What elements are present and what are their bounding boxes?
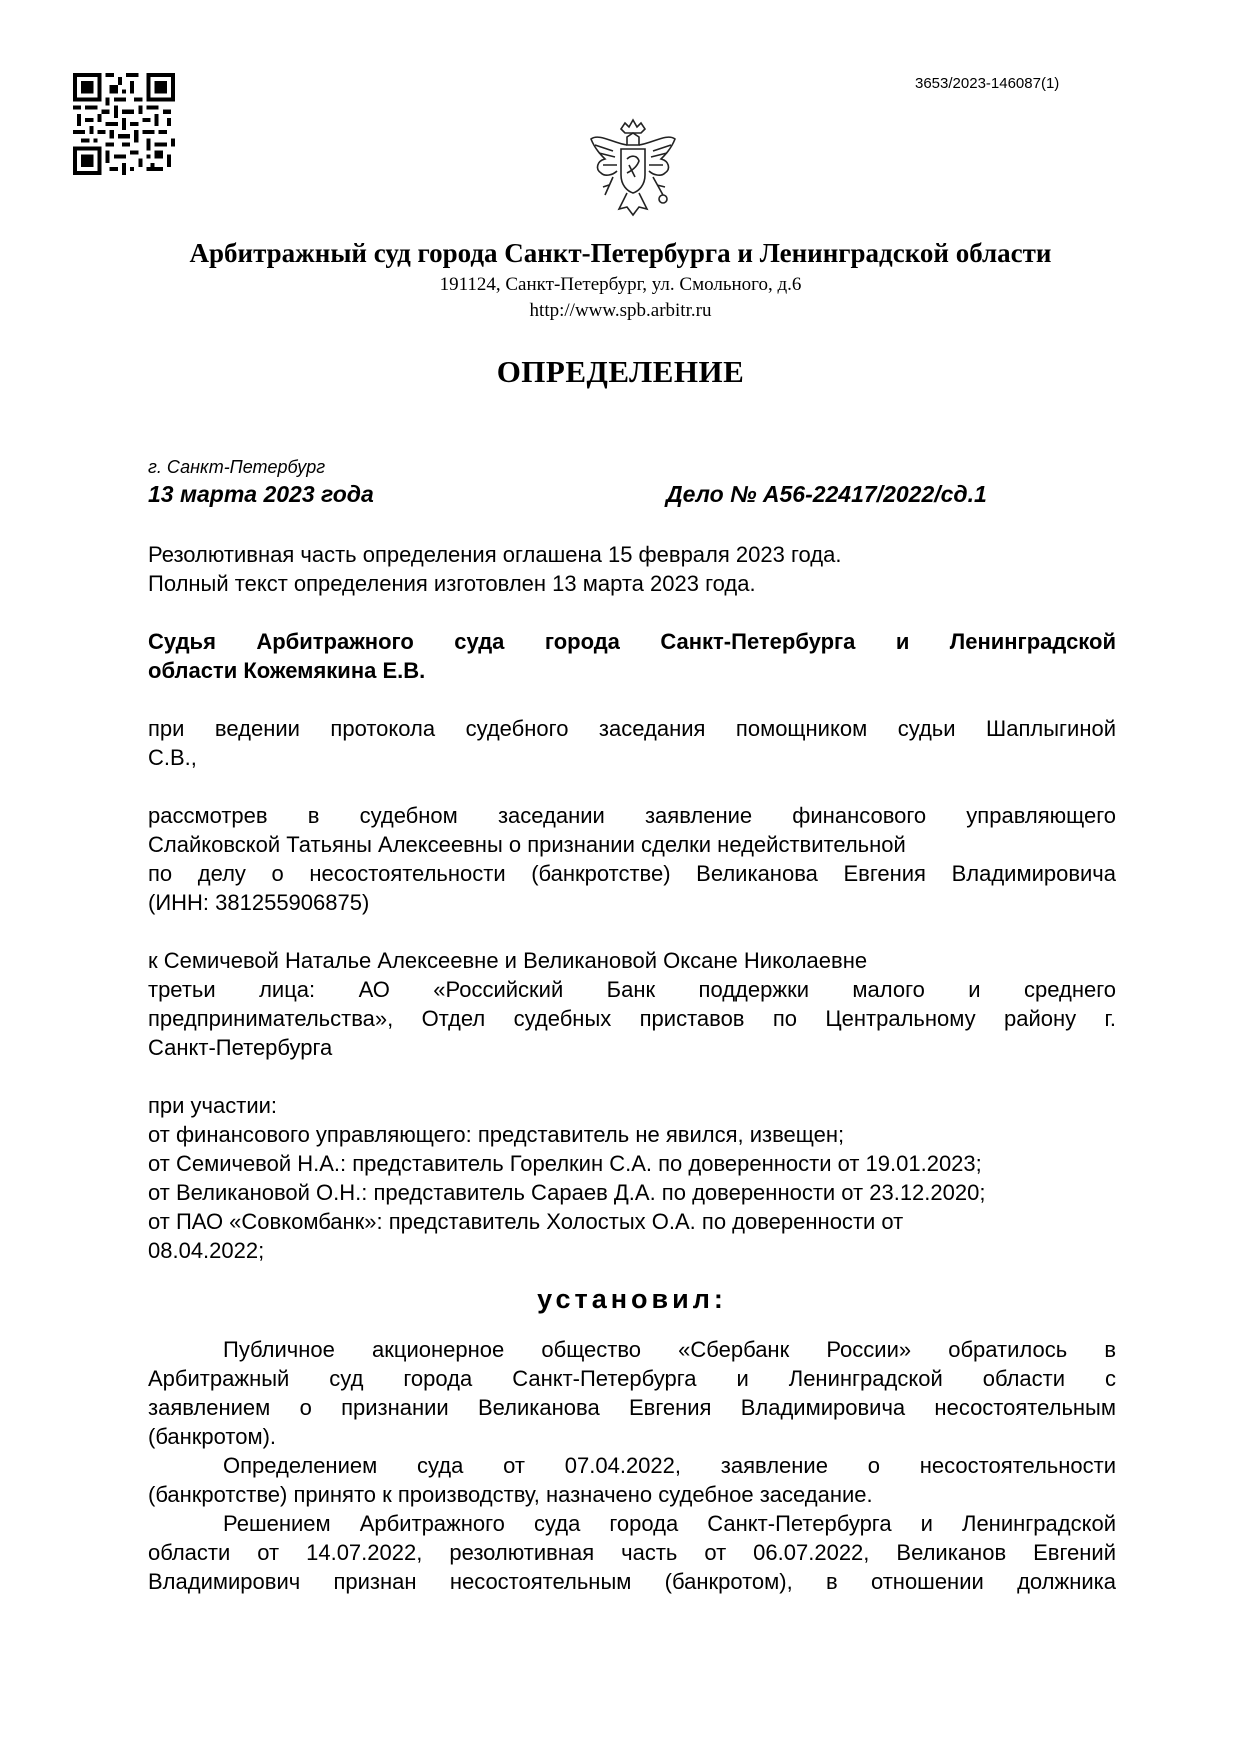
- participant-line: от Семичевой Н.А.: представитель Горелкин С.А. по доверенности от 19.01.2023;: [148, 1151, 982, 1176]
- participant-line: от ПАО «Совкомбанк»: представитель Холостых О.А. по доверенности от: [148, 1209, 904, 1234]
- third-parties-line: третьи лица: АО «Российский Банк поддержки малого и среднего: [148, 977, 1116, 1002]
- full-text-line: Полный текст определения изготовлен 13 марта 2023 года.: [148, 571, 756, 596]
- considered-line: по делу о несостоятельности (банкротстве) Великанова Евгения Владимировича: [148, 861, 1116, 886]
- participant-line: от Великановой О.Н.: представитель Сараев Д.А. по доверенности от 23.12.2020;: [148, 1180, 986, 1205]
- paragraph-line: области от 14.07.2022, резолютивная часть от 06.07.2022, Великанов Евгений: [148, 1540, 1116, 1565]
- judge-line: области Кожемякина Е.В.: [148, 658, 426, 683]
- document-id: 3653/2023-146087(1): [915, 75, 1060, 92]
- considered-line: Слайковской Татьяны Алексеевны о признании сделки недействительной: [148, 832, 906, 857]
- paragraph-line: Арбитражный суд города Санкт-Петербурга и Ленинградской области с: [148, 1366, 1116, 1391]
- paragraph-line: Публичное акционерное общество «Сбербанк России» обратилось в: [223, 1337, 1116, 1362]
- paragraph-line: Владимирович признан несостоятельным (банкротом), в отношении должника: [148, 1569, 1116, 1594]
- judge-line: Судья Арбитражного суда города Санкт-Петербурга и Ленинградской: [148, 629, 1116, 654]
- court-name: Арбитражный суд города Санкт-Петербурга и Ленинградской области: [189, 238, 1052, 268]
- case-number: Дело № А56-22417/2022/сд.1: [666, 481, 987, 507]
- paragraph-line: (банкротом).: [148, 1424, 277, 1449]
- paragraph-line: Определением суда от 07.04.2022, заявление о несостоятельности: [223, 1453, 1116, 1478]
- third-parties-line: Санкт-Петербурга: [148, 1035, 333, 1060]
- established-heading: установил:: [537, 1284, 727, 1314]
- city: г. Санкт-Петербург: [148, 457, 326, 477]
- participant-line: 08.04.2022;: [148, 1238, 265, 1263]
- document-date: 13 марта 2023 года: [148, 481, 374, 507]
- paragraph-line: Решением Арбитражного суда города Санкт-Петербурга и Ленинградской: [223, 1511, 1116, 1536]
- participation-label: при участии:: [148, 1093, 278, 1118]
- document-body: [148, 540, 1116, 1596]
- protocol-line: при ведении протокола судебного заседания помощником судьи Шаплыгиной: [148, 716, 1116, 741]
- participant-line: от финансового управляющего: представитель не явился, извещен;: [148, 1122, 845, 1147]
- paragraph-line: заявлением о признании Великанова Евгения Владимировича несостоятельным: [148, 1395, 1116, 1420]
- third-parties-line: предпринимательства», Отдел судебных приставов по Центральному району г.: [148, 1006, 1116, 1031]
- respondents-line: к Семичевой Наталье Алексеевне и Великановой Оксане Николаевне: [148, 948, 868, 973]
- court-address: 191124, Санкт-Петербург, ул. Смольного, д.6: [439, 274, 802, 295]
- document-title: ОПРЕДЕЛЕНИЕ: [496, 354, 745, 389]
- coat-of-arms-icon: [583, 115, 683, 223]
- court-website: http://www.spb.arbitr.ru: [529, 300, 712, 321]
- qr-code-icon: [73, 73, 175, 175]
- considered-line: рассмотрев в судебном заседании заявление финансового управляющего: [148, 803, 1116, 828]
- paragraph-line: (банкротстве) принято к производству, назначено судебное заседание.: [148, 1482, 873, 1507]
- announced-line: Резолютивная часть определения оглашена 15 февраля 2023 года.: [148, 542, 842, 567]
- protocol-line: С.В.,: [148, 745, 197, 770]
- considered-line: (ИНН: 381255906875): [148, 890, 370, 915]
